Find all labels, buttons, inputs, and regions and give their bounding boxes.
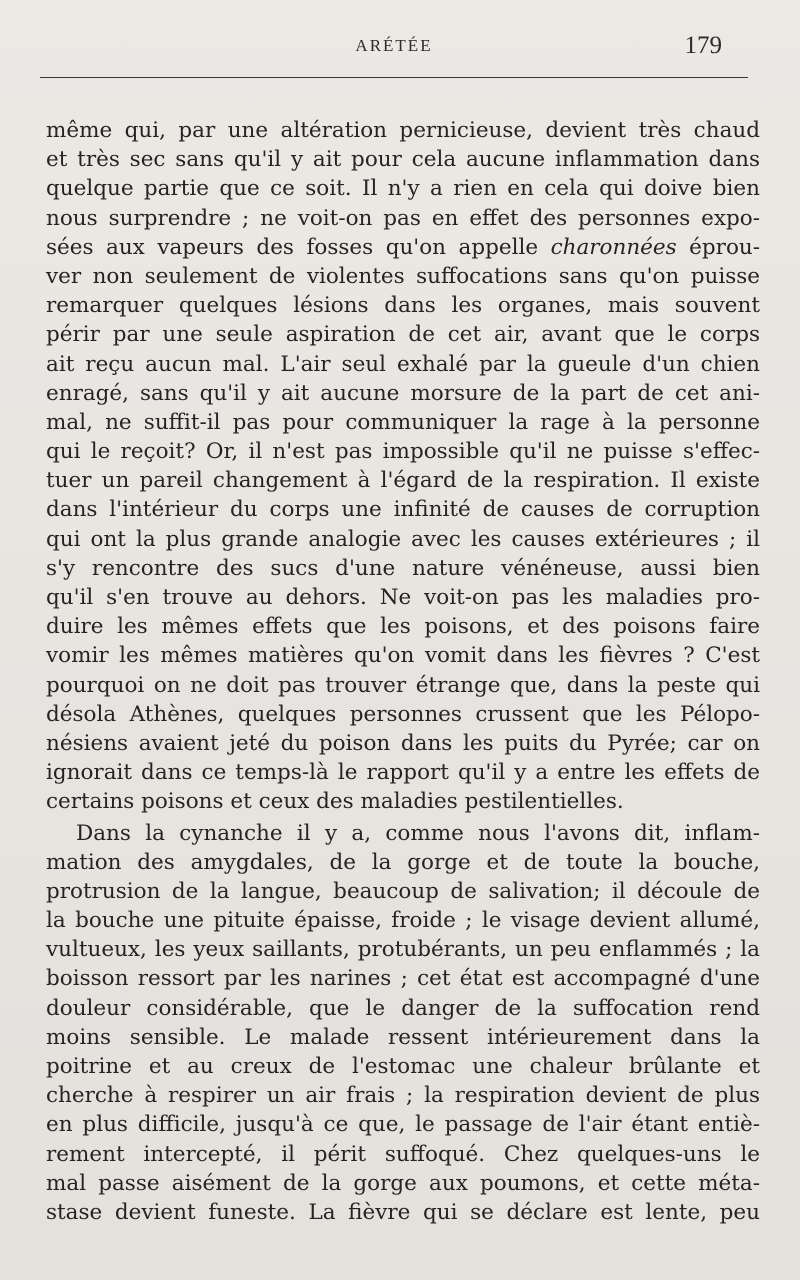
text-run: sées aux vapeurs des fosses qu'on appelle (46, 234, 551, 260)
text-line: rement intercepté, il périt suffoqué. Chez quelques-uns le (46, 1141, 760, 1167)
text-line: protrusion de la langue, beaucoup de salivation; il découle de (46, 878, 760, 904)
text-line: duire les mêmes effets que les poisons, et des poisons faire (46, 614, 760, 640)
running-header (42, 34, 746, 64)
header-rule (40, 77, 748, 78)
text-run: éprou- (676, 234, 760, 260)
text-line: dans l'intérieur du corps une infinité de causes de corruption (46, 497, 760, 523)
body-text (46, 116, 760, 1227)
text-line: pourquoi on ne doit pas trouver étrange que, dans la peste qui (46, 672, 760, 698)
text-line: remarquer quelques lésions dans les organes, mais souvent (46, 293, 760, 319)
text-line: mal, ne suffit-il pas pour communiquer la rage à la personne (46, 409, 760, 435)
text-line: désola Athènes, quelques personnes crussent que les Pélopo- (46, 701, 760, 727)
text-line: nésiens avaient jeté du poison dans les puits du Pyrée; car on (46, 730, 760, 756)
italic-term: charonnées (550, 234, 677, 260)
text-line: certains poisons et ceux des maladies pestilentielles. (46, 789, 624, 815)
text-line: enragé, sans qu'il y ait aucune morsure de la part de cet ani- (46, 380, 760, 406)
text-line: Dans la cynanche il y a, comme nous l'avons dit, inflam- (76, 820, 760, 846)
text-line: vomir les mêmes matières qu'on vomit dans les fièvres ? C'est (46, 643, 760, 669)
text-line: moins sensible. Le malade ressent intérieurement dans la (46, 1024, 760, 1050)
text-line: vultueux, les yeux saillants, protubérants, un peu enflammés ; la (46, 937, 760, 963)
text-line: même qui, par une altération pernicieuse, devient très chaud (46, 118, 760, 143)
text-line: quelque partie que ce soit. Il n'y a rien en cela qui doive bien (46, 176, 760, 202)
text-line: qu'il s'en trouve au dehors. Ne voit-on pas les maladies pro- (46, 585, 760, 610)
text-line: qui ont la plus grande analogie avec les causes extérieures ; il (46, 526, 760, 552)
text-line: poitrine et au creux de l'estomac une chaleur brûlante et (46, 1054, 760, 1079)
text-line: tuer un pareil changement à l'égard de la respiration. Il existe (46, 468, 760, 494)
text-line: mal passe aisément de la gorge aux poumons, et cette méta- (46, 1170, 760, 1196)
text-line: boisson ressort par les narines ; cet état est accompagné d'une (46, 966, 760, 992)
text-line: ver non seulement de violentes suffocations sans qu'on puisse (46, 263, 760, 289)
paragraph-2 (46, 819, 760, 1228)
text-line (46, 233, 760, 262)
text-line: ait reçu aucun mal. L'air seul exhalé par la gueule d'un chien (46, 351, 760, 377)
text-line: s'y rencontre des sucs d'une nature vénéneuse, aussi bien (46, 555, 760, 581)
text-line: nous surprendre ; ne voit-on pas en effet des personnes expo- (46, 205, 760, 231)
text-line: ignorait dans ce temps-là le rapport qu'il y a entre les effets de (46, 760, 760, 786)
text-line: mation des amygdales, de la gorge et de toute la bouche, (46, 849, 760, 875)
page-number: 179 (684, 32, 722, 59)
text-line: périr par une seule aspiration de cet air, avant que le corps (46, 322, 760, 348)
running-title: ARÉTÉE (355, 36, 433, 55)
text-line: douleur considérable, que le danger de la suffocation rend (46, 995, 760, 1021)
text-line: stase devient funeste. La fièvre qui se déclare est lente, peu (46, 1199, 760, 1225)
text-line: cherche à respirer un air frais ; la respiration devient de plus (46, 1083, 760, 1109)
text-line: en plus difficile, jusqu'à ce que, le passage de l'air étant entiè- (46, 1112, 760, 1138)
text-line: la bouche une pituite épaisse, froide ; le visage devient allumé, (46, 908, 760, 934)
text-line: qui le reçoit? Or, il n'est pas impossible qu'il ne puisse s'effec- (46, 439, 760, 465)
paragraph-1 (46, 116, 760, 817)
text-line: et très sec sans qu'il y ait pour cela aucune inflammation dans (46, 147, 760, 173)
